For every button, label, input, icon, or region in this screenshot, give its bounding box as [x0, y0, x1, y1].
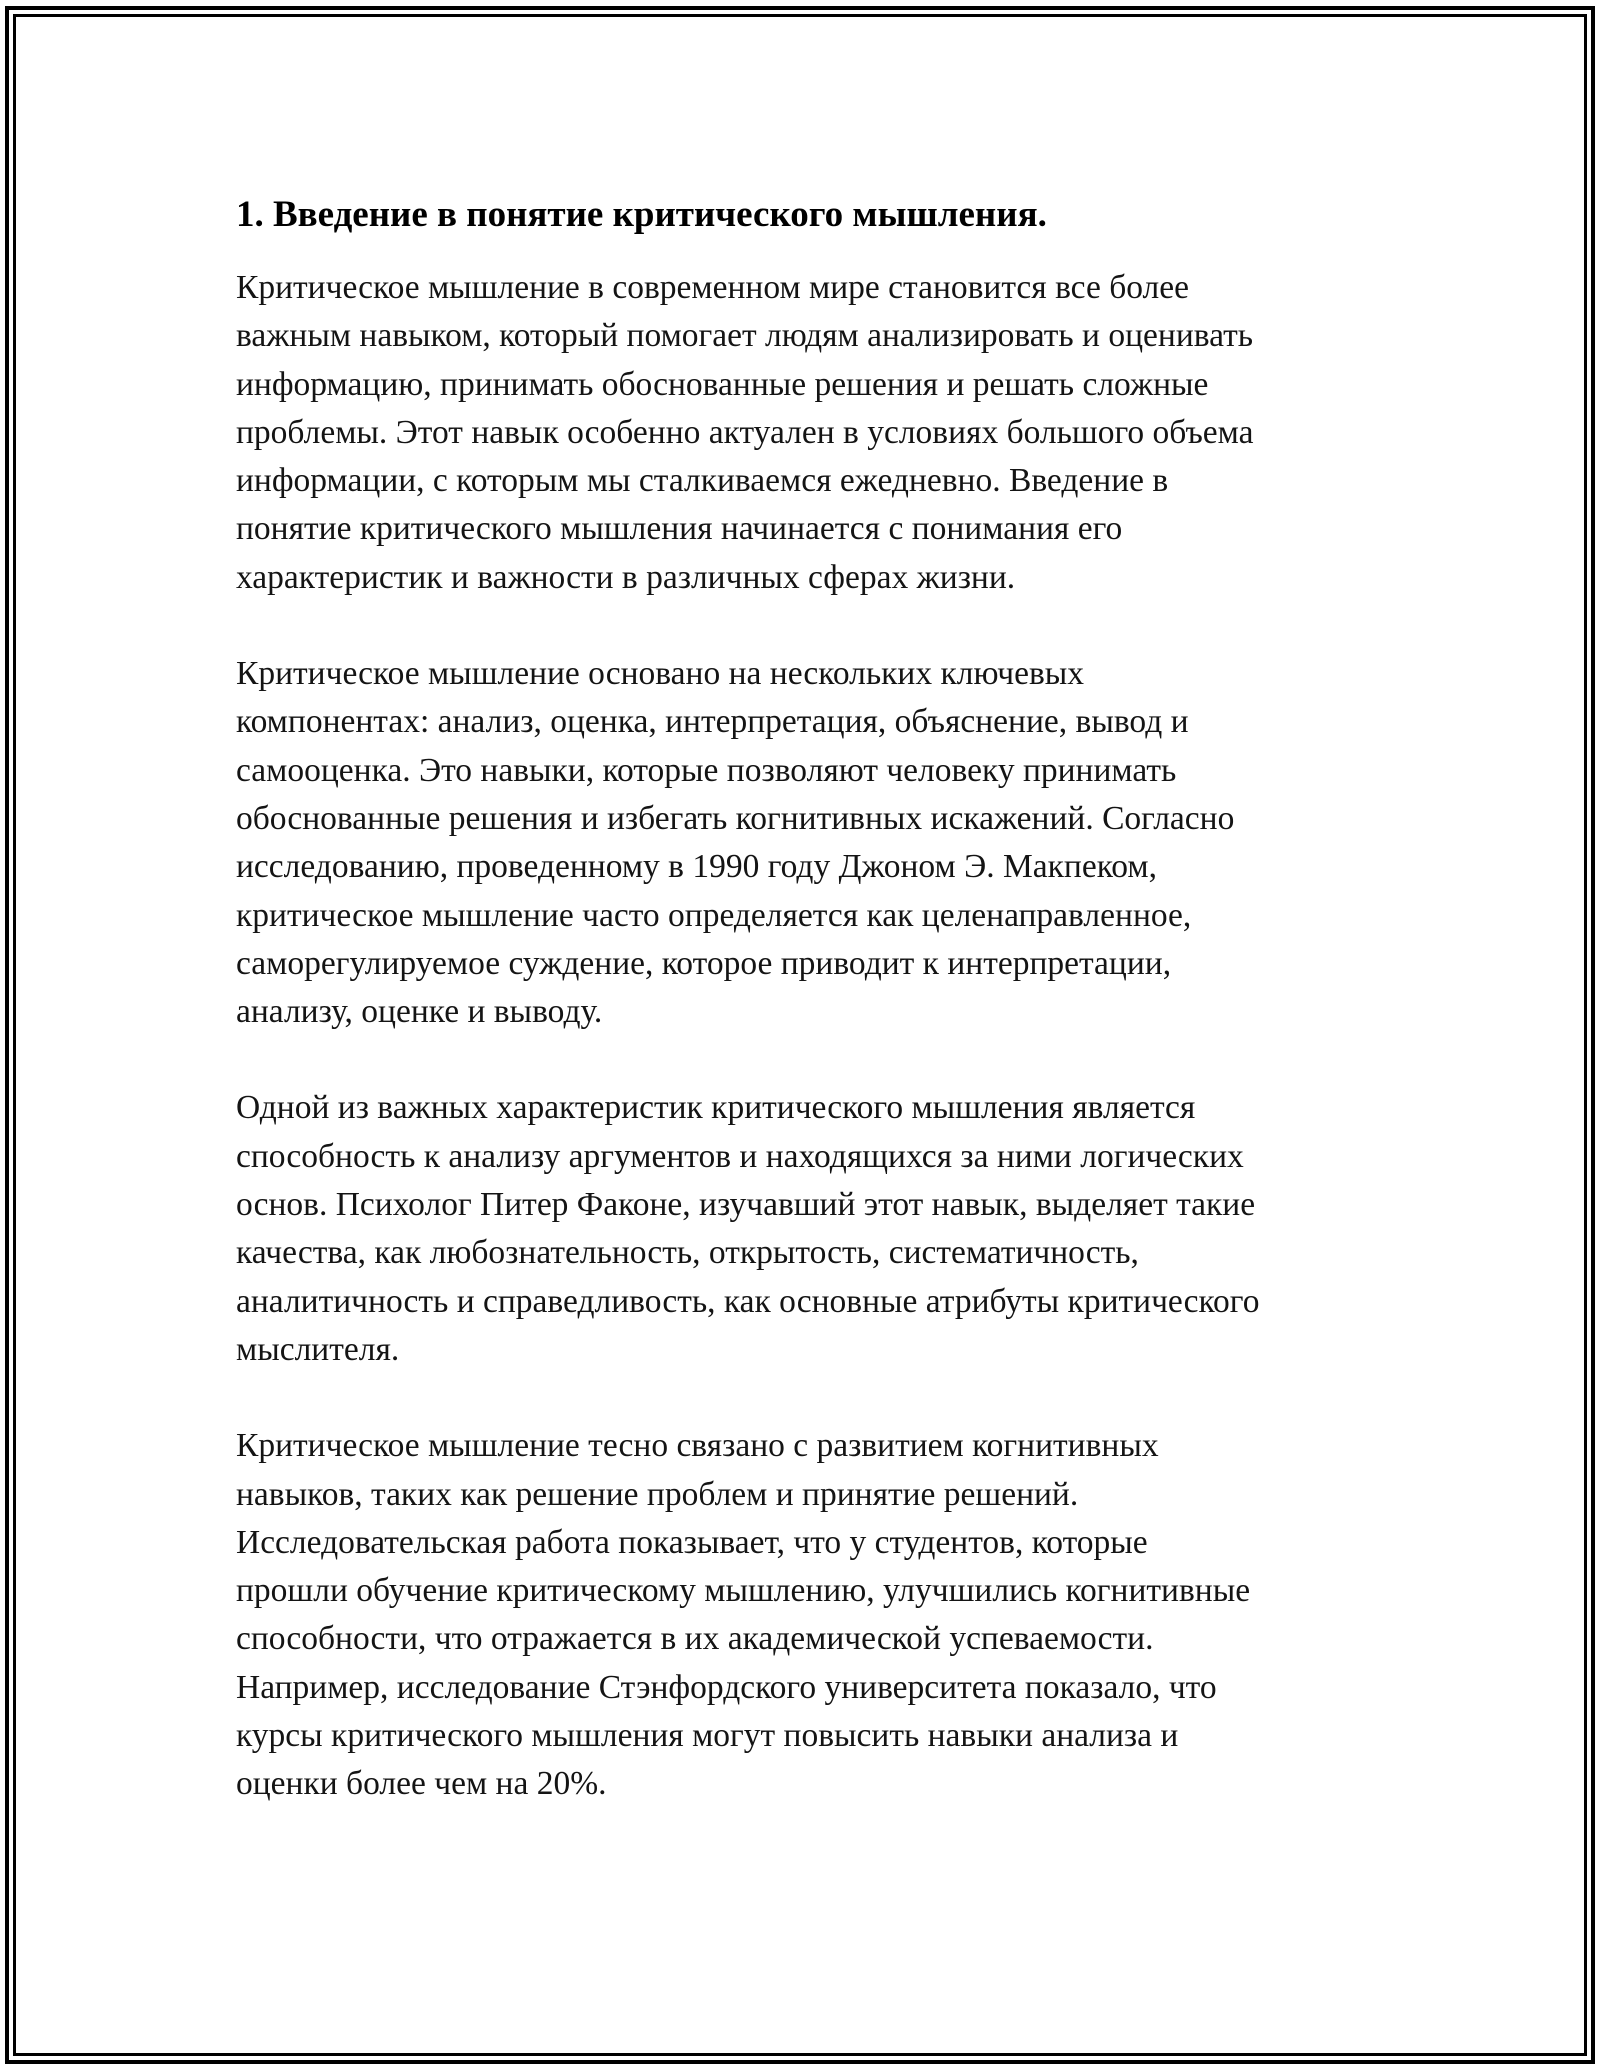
text-line: понятие критического мышления начинается с понимания его [236, 510, 1123, 548]
text-line: основ. Психолог Питер Факоне, изучавший этот навык, выделяет такие [236, 1186, 1256, 1224]
text-line: обоснованные решения и избегать когнитивных искажений. Согласно [236, 799, 1235, 837]
text-line: оценки более чем на 20%. [236, 1765, 607, 1803]
text-line: Критическое мышление основано на нескольких ключевых [236, 655, 1085, 693]
text-line: Например, исследование Стэнфордского университета показало, что [236, 1668, 1217, 1706]
text-line: компонентах: анализ, оценка, интерпретация, объяснение, вывод и [236, 703, 1189, 741]
text-line: качества, как любознательность, открытость, систематичность, [236, 1234, 1139, 1272]
text-line: исследованию, проведенному в 1990 году Джоном Э. Макпеком, [236, 848, 1157, 886]
text-line: Исследовательская работа показывает, что у студентов, которые [236, 1523, 1148, 1561]
paragraph-4 [236, 1422, 1376, 1808]
text-line: информацию, принимать обоснованные решения и решать сложные [236, 365, 1209, 403]
text-line: саморегулируемое суждение, которое приводит к интерпретации, [236, 944, 1172, 982]
text-line: информации, с которым мы сталкиваемся ежедневно. Введение в [236, 462, 1169, 500]
text-line: способность к анализу аргументов и находящихся за ними логических [236, 1137, 1244, 1175]
section-heading: 1. Введение в понятие критического мышления. [236, 194, 1047, 235]
text-line: навыков, таких как решение проблем и принятие решений. [236, 1475, 1079, 1513]
text-line: проблемы. Этот навык особенно актуален в условиях большого объема [236, 413, 1254, 451]
text-line: прошли обучение критическому мышлению, улучшились когнитивные [236, 1572, 1251, 1610]
document-body [236, 190, 1376, 1857]
text-line: аналитичность и справедливость, как основные атрибуты критического [236, 1282, 1260, 1320]
paragraph-3 [236, 1084, 1376, 1374]
text-line: самооценка. Это навыки, которые позволяют человеку принимать [236, 751, 1177, 789]
paragraph-2 [236, 650, 1376, 1036]
text-line: Одной из важных характеристик критического мышления является [236, 1089, 1196, 1127]
text-line: курсы критического мышления могут повысить навыки анализа и [236, 1717, 1179, 1755]
text-line: важным навыком, который помогает людям анализировать и оценивать [236, 317, 1254, 355]
paragraph-1 [236, 264, 1376, 602]
text-line: критическое мышление часто определяется как целенаправленное, [236, 896, 1192, 934]
text-line: мыслителя. [236, 1330, 400, 1368]
text-line: Критическое мышление в современном мире становится все более [236, 269, 1190, 306]
text-line: Критическое мышление тесно связано с развитием когнитивных [236, 1427, 1159, 1465]
text-line: анализу, оценке и выводу. [236, 993, 603, 1031]
text-line: способности, что отражается в их академической успеваемости. [236, 1620, 1154, 1658]
text-line: характеристик и важности в различных сферах жизни. [236, 558, 1016, 596]
